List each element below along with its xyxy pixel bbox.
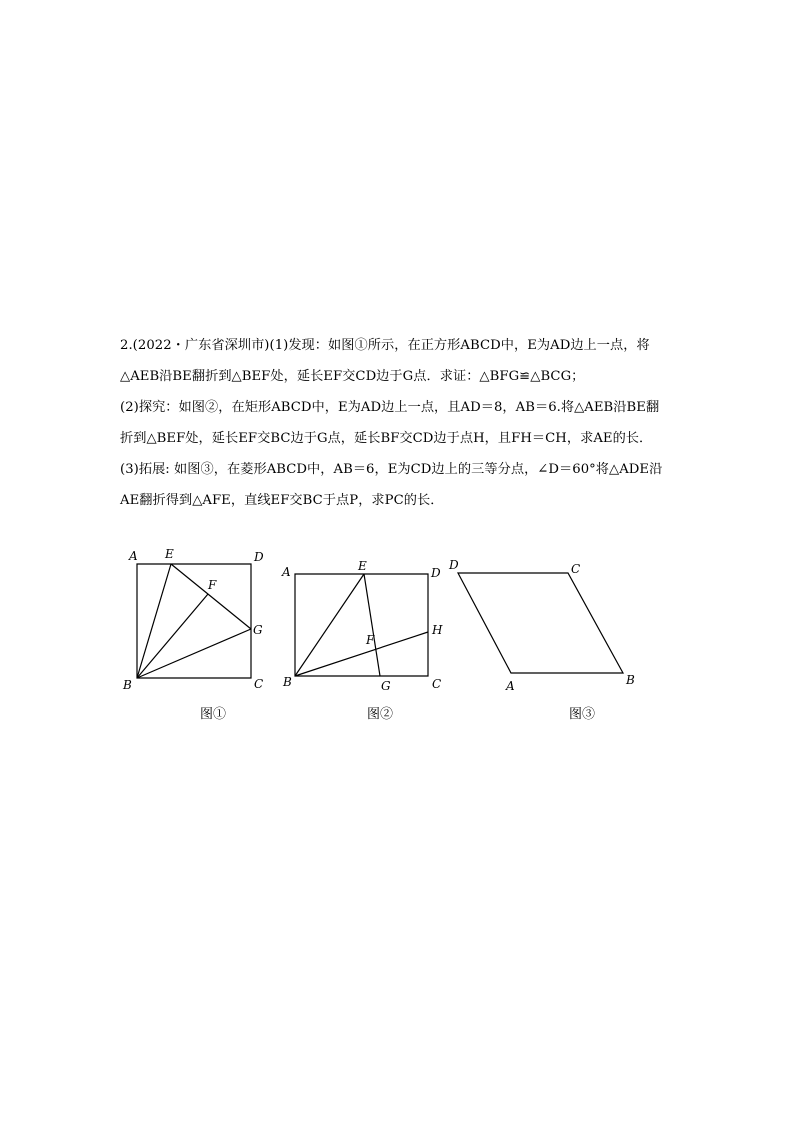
problem-line-5: (3)拓展: 如图③，在菱形ABCD中，AB＝6，E为CD边上的三等分点，∠D＝60°将△ADE沿 (120, 462, 663, 477)
problem-line-2: △AEB沿BE翻折到△BEF处，延长EF交CD边于G点．求证：△BFG≌△BCG； (120, 369, 585, 384)
problem-line-1: 2.(2022・广东省深圳市)(1)发现：如图①所示，在正方形ABCD中，E为AD边上一点，将 (120, 338, 650, 353)
problem-text (120, 330, 690, 516)
fig2-segment-BE (295, 574, 364, 676)
problem-line-3: (2)探究：如图②，在矩形ABCD中，E为AD边上一点，且AD＝8，AB＝6.将△AEB沿BE翻 (120, 400, 660, 415)
fig1-label-F: F (208, 578, 217, 592)
fig1-label-D: D (254, 550, 264, 564)
fig1-label-B: B (123, 678, 132, 692)
figure-3 (448, 558, 635, 722)
fig3-label-B: B (626, 673, 635, 687)
fig3-label-A: A (506, 679, 515, 693)
fig1-segment-BG (137, 629, 251, 678)
fig2-segment-EG (364, 574, 380, 676)
fig2-label-E: E (358, 559, 367, 573)
fig3-label-C: C (571, 562, 581, 576)
figure-2 (281, 559, 443, 722)
fig1-label-E: E (165, 547, 174, 561)
fig2-label-C: C (432, 677, 442, 691)
fig3-label-D: D (449, 558, 459, 572)
problem-line-6: AE翻折得到△AFE，直线EF交BC于点P，求PC的长． (120, 493, 444, 508)
fig2-label-F: F (366, 633, 375, 647)
fig3-rhombus (458, 573, 623, 673)
fig2-label-A: A (282, 565, 291, 579)
fig1-segment-BF (137, 594, 208, 678)
fig2-label-H: H (432, 623, 443, 637)
fig3-caption: 图③ (569, 707, 596, 722)
fig1-segment-EG (171, 564, 251, 629)
figure-1 (122, 547, 264, 722)
fig1-label-G: G (253, 623, 263, 637)
fig2-label-D: D (431, 566, 441, 580)
fig2-rectangle (295, 574, 428, 676)
fig2-caption: 图② (367, 707, 394, 722)
problem-line-4: 折到△BEF处，延长EF交BC边于G点，延长BF交CD边于点H，且FH＝CH，求AE的长． (120, 431, 653, 446)
fig1-segment-BE (137, 564, 171, 678)
fig2-label-B: B (283, 675, 292, 689)
fig1-label-A: A (129, 549, 138, 563)
fig2-label-G: G (381, 679, 391, 693)
fig1-caption: 图① (200, 707, 227, 722)
fig1-label-C: C (254, 677, 264, 691)
fig2-segment-BH (295, 632, 428, 676)
fig1-square (137, 564, 251, 678)
